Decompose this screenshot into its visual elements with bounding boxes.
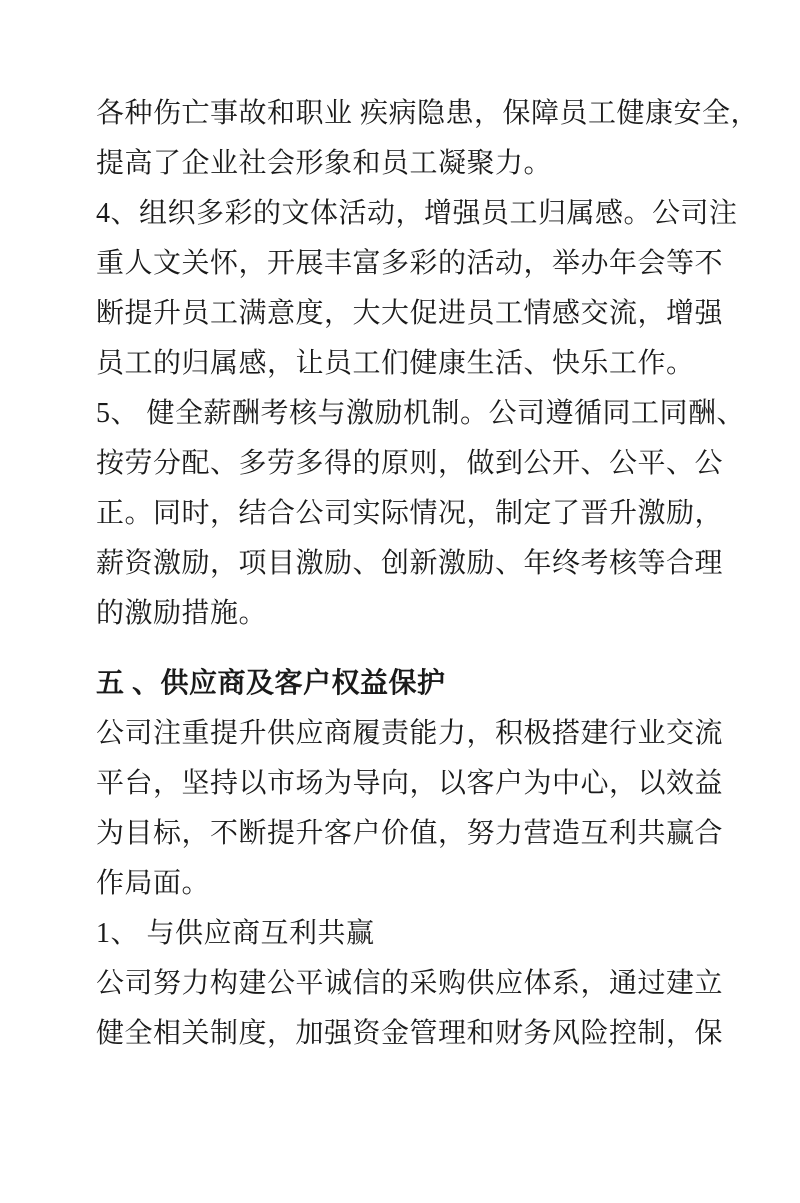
text-line: 的激励措施。 xyxy=(96,598,268,629)
text-line: 重人文关怀，开展丰富多彩的活动，举办年会等不 xyxy=(96,248,724,279)
text-line: 健全相关制度，加强资金管理和财务风险控制，保 xyxy=(96,1018,724,1049)
text-line: 公司努力构建公平诚信的采购供应体系，通过建立 xyxy=(96,968,724,999)
text-line: 公司注重提升供应商履责能力，积极搭建行业交流 xyxy=(96,718,724,749)
text-line: 为目标，不断提升客户价值，努力营造互利共赢合 xyxy=(96,818,724,849)
text-line: 员工的归属感，让员工们健康生活、快乐工作。 xyxy=(96,348,695,379)
text-line: 作局面。 xyxy=(96,868,211,899)
text-line: 按劳分配、多劳多得的原则，做到公开、公平、公 xyxy=(96,448,724,479)
text-line: 薪资激励，项目激励、创新激励、年终考核等合理 xyxy=(96,548,724,579)
text-line: 1、 与供应商互利共赢 xyxy=(96,918,375,949)
section-heading: 五 、供应商及客户权益保护 xyxy=(96,668,446,699)
text-line: 断提升员工满意度，大大促进员工情感交流，增强 xyxy=(96,298,724,329)
text-line: 各种伤亡事故和职业 疾病隐患，保障员工健康安全， xyxy=(96,98,760,129)
text-line: 平台，坚持以市场为导向，以客户为中心，以效益 xyxy=(96,768,724,799)
document-text-block xyxy=(96,89,760,1059)
text-line: 正。同时，结合公司实际情况，制定了晋升激励， xyxy=(96,498,724,529)
text-line: 5、 健全薪酬考核与激励机制。公司遵循同工同酬、 xyxy=(96,398,746,429)
text-line: 4、组织多彩的文体活动，增强员工归属感。公司注 xyxy=(96,198,738,229)
text-line: 提高了企业社会形象和员工凝聚力。 xyxy=(96,148,553,179)
